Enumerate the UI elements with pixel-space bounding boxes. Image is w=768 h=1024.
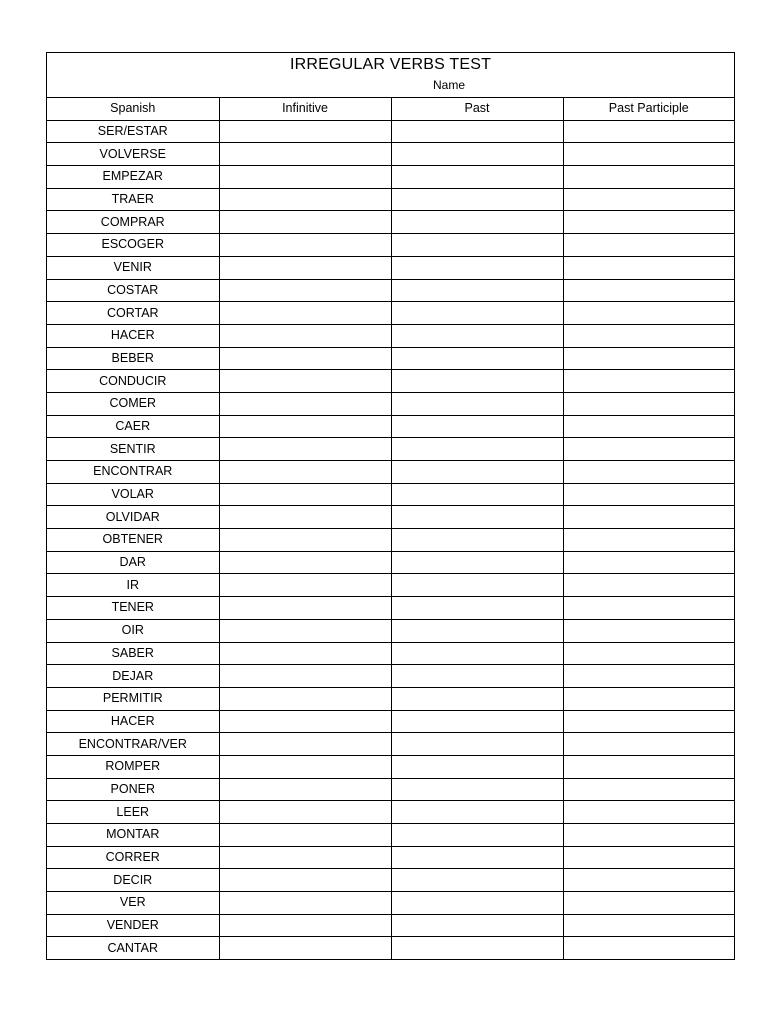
- past-answer-cell[interactable]: [391, 234, 563, 257]
- infinitive-answer-cell[interactable]: [219, 914, 391, 937]
- spanish-verb-cell: HACER: [47, 710, 219, 733]
- table-row: [47, 687, 734, 710]
- table-row: [47, 892, 734, 915]
- past-participle-answer-cell[interactable]: [563, 415, 734, 438]
- past-participle-answer-cell[interactable]: [563, 755, 734, 778]
- spanish-verb-cell: CONDUCIR: [47, 370, 219, 393]
- header-block: [47, 53, 734, 98]
- past-participle-answer-cell[interactable]: [563, 869, 734, 892]
- past-answer-cell[interactable]: [391, 687, 563, 710]
- past-participle-answer-cell[interactable]: [563, 801, 734, 824]
- table-row: [47, 755, 734, 778]
- infinitive-answer-cell[interactable]: [219, 665, 391, 688]
- table-row: [47, 937, 734, 959]
- past-answer-cell[interactable]: [391, 392, 563, 415]
- spanish-verb-cell: LEER: [47, 801, 219, 824]
- infinitive-answer-cell[interactable]: [219, 529, 391, 552]
- past-participle-answer-cell[interactable]: [563, 234, 734, 257]
- infinitive-answer-cell[interactable]: [219, 279, 391, 302]
- table-row: [47, 461, 734, 484]
- spanish-verb-cell: COSTAR: [47, 279, 219, 302]
- spanish-verb-cell: COMER: [47, 392, 219, 415]
- past-participle-answer-cell[interactable]: [563, 483, 734, 506]
- past-answer-cell[interactable]: [391, 551, 563, 574]
- infinitive-answer-cell[interactable]: [219, 687, 391, 710]
- spanish-verb-cell: CORTAR: [47, 302, 219, 325]
- table-row: [47, 324, 734, 347]
- past-answer-cell[interactable]: [391, 324, 563, 347]
- past-participle-answer-cell[interactable]: [563, 347, 734, 370]
- past-answer-cell[interactable]: [391, 846, 563, 869]
- infinitive-answer-cell[interactable]: [219, 937, 391, 959]
- infinitive-answer-cell[interactable]: [219, 846, 391, 869]
- past-answer-cell[interactable]: [391, 506, 563, 529]
- past-participle-answer-cell[interactable]: [563, 188, 734, 211]
- spanish-verb-cell: PERMITIR: [47, 687, 219, 710]
- spanish-verb-cell: CORRER: [47, 846, 219, 869]
- past-answer-cell[interactable]: [391, 438, 563, 461]
- table-row: [47, 347, 734, 370]
- table-row: [47, 574, 734, 597]
- past-participle-answer-cell[interactable]: [563, 824, 734, 847]
- spanish-verb-cell: ROMPER: [47, 755, 219, 778]
- table-row: [47, 619, 734, 642]
- past-answer-cell[interactable]: [391, 937, 563, 959]
- column-header-infinitive: Infinitive: [219, 98, 391, 120]
- past-answer-cell[interactable]: [391, 256, 563, 279]
- past-participle-answer-cell[interactable]: [563, 438, 734, 461]
- infinitive-answer-cell[interactable]: [219, 302, 391, 325]
- infinitive-answer-cell[interactable]: [219, 461, 391, 484]
- past-participle-answer-cell[interactable]: [563, 733, 734, 756]
- table-row: [47, 211, 734, 234]
- past-answer-cell[interactable]: [391, 733, 563, 756]
- spanish-verb-cell: DECIR: [47, 869, 219, 892]
- past-answer-cell[interactable]: [391, 597, 563, 620]
- infinitive-answer-cell[interactable]: [219, 642, 391, 665]
- table-row: [47, 642, 734, 665]
- table-row: [47, 846, 734, 869]
- past-answer-cell[interactable]: [391, 347, 563, 370]
- spanish-verb-cell: OLVIDAR: [47, 506, 219, 529]
- spanish-verb-cell: OIR: [47, 619, 219, 642]
- infinitive-answer-cell[interactable]: [219, 506, 391, 529]
- infinitive-answer-cell[interactable]: [219, 710, 391, 733]
- past-participle-answer-cell[interactable]: [563, 574, 734, 597]
- past-answer-cell[interactable]: [391, 642, 563, 665]
- spanish-verb-cell: HACER: [47, 324, 219, 347]
- past-participle-answer-cell[interactable]: [563, 710, 734, 733]
- table-row: [47, 665, 734, 688]
- past-participle-answer-cell[interactable]: [563, 324, 734, 347]
- past-answer-cell[interactable]: [391, 665, 563, 688]
- column-header-row: [47, 98, 734, 120]
- table-row: [47, 733, 734, 756]
- spanish-verb-cell: BEBER: [47, 347, 219, 370]
- table-row: [47, 529, 734, 552]
- past-participle-answer-cell[interactable]: [563, 370, 734, 393]
- name-label: Name: [433, 78, 466, 92]
- spanish-verb-cell: SENTIR: [47, 438, 219, 461]
- past-answer-cell[interactable]: [391, 415, 563, 438]
- table-row: [47, 551, 734, 574]
- past-participle-answer-cell[interactable]: [563, 529, 734, 552]
- table-row: [47, 483, 734, 506]
- spanish-verb-cell: DEJAR: [47, 665, 219, 688]
- past-answer-cell[interactable]: [391, 619, 563, 642]
- table-row: [47, 710, 734, 733]
- past-answer-cell[interactable]: [391, 483, 563, 506]
- infinitive-answer-cell[interactable]: [219, 733, 391, 756]
- infinitive-answer-cell[interactable]: [219, 234, 391, 257]
- past-answer-cell[interactable]: [391, 188, 563, 211]
- infinitive-answer-cell[interactable]: [219, 574, 391, 597]
- infinitive-answer-cell[interactable]: [219, 392, 391, 415]
- past-participle-answer-cell[interactable]: [563, 166, 734, 189]
- past-participle-answer-cell[interactable]: [563, 551, 734, 574]
- table-row: [47, 279, 734, 302]
- table-row: [47, 415, 734, 438]
- infinitive-answer-cell[interactable]: [219, 597, 391, 620]
- past-answer-cell[interactable]: [391, 801, 563, 824]
- table-row: [47, 120, 734, 143]
- past-answer-cell[interactable]: [391, 370, 563, 393]
- past-participle-answer-cell[interactable]: [563, 120, 734, 143]
- column-header-spanish: Spanish: [47, 98, 219, 120]
- table-row: [47, 824, 734, 847]
- past-answer-cell[interactable]: [391, 143, 563, 166]
- infinitive-answer-cell[interactable]: [219, 166, 391, 189]
- table-row: [47, 392, 734, 415]
- table-row: [47, 188, 734, 211]
- table-row: [47, 234, 734, 257]
- past-participle-answer-cell[interactable]: [563, 279, 734, 302]
- infinitive-answer-cell[interactable]: [219, 324, 391, 347]
- past-answer-cell[interactable]: [391, 914, 563, 937]
- past-participle-answer-cell[interactable]: [563, 687, 734, 710]
- verbs-test-sheet: [46, 52, 735, 960]
- spanish-verb-cell: SER/ESTAR: [47, 120, 219, 143]
- past-answer-cell[interactable]: [391, 824, 563, 847]
- infinitive-answer-cell[interactable]: [219, 120, 391, 143]
- infinitive-answer-cell[interactable]: [219, 211, 391, 234]
- spanish-verb-cell: ESCOGER: [47, 234, 219, 257]
- past-answer-cell[interactable]: [391, 166, 563, 189]
- past-participle-answer-cell[interactable]: [563, 642, 734, 665]
- infinitive-answer-cell[interactable]: [219, 824, 391, 847]
- spanish-verb-cell: DAR: [47, 551, 219, 574]
- past-participle-answer-cell[interactable]: [563, 597, 734, 620]
- spanish-verb-cell: COMPRAR: [47, 211, 219, 234]
- past-participle-answer-cell[interactable]: [563, 506, 734, 529]
- infinitive-answer-cell[interactable]: [219, 778, 391, 801]
- past-answer-cell[interactable]: [391, 710, 563, 733]
- infinitive-answer-cell[interactable]: [219, 370, 391, 393]
- spanish-verb-cell: IR: [47, 574, 219, 597]
- past-answer-cell[interactable]: [391, 778, 563, 801]
- infinitive-answer-cell[interactable]: [219, 892, 391, 915]
- past-answer-cell[interactable]: [391, 461, 563, 484]
- table-row: [47, 597, 734, 620]
- past-participle-answer-cell[interactable]: [563, 256, 734, 279]
- spanish-verb-cell: VENIR: [47, 256, 219, 279]
- past-participle-answer-cell[interactable]: [563, 302, 734, 325]
- infinitive-answer-cell[interactable]: [219, 619, 391, 642]
- table-row: [47, 370, 734, 393]
- infinitive-answer-cell[interactable]: [219, 438, 391, 461]
- past-participle-answer-cell[interactable]: [563, 665, 734, 688]
- infinitive-answer-cell[interactable]: [219, 188, 391, 211]
- test-title: IRREGULAR VERBS TEST: [289, 56, 492, 73]
- past-answer-cell[interactable]: [391, 302, 563, 325]
- table-row: [47, 256, 734, 279]
- past-answer-cell[interactable]: [391, 574, 563, 597]
- spanish-verb-cell: VOLAR: [47, 483, 219, 506]
- table-row: [47, 914, 734, 937]
- past-answer-cell[interactable]: [391, 120, 563, 143]
- spanish-verb-cell: PONER: [47, 778, 219, 801]
- column-header-past-participle: Past Participle: [563, 98, 734, 120]
- spanish-verb-cell: TENER: [47, 597, 219, 620]
- infinitive-answer-cell[interactable]: [219, 551, 391, 574]
- spanish-verb-cell: VER: [47, 892, 219, 915]
- table-row: [47, 778, 734, 801]
- spanish-verb-cell: CANTAR: [47, 937, 219, 959]
- infinitive-answer-cell[interactable]: [219, 755, 391, 778]
- infinitive-answer-cell[interactable]: [219, 869, 391, 892]
- table-row: [47, 143, 734, 166]
- spanish-verb-cell: VOLVERSE: [47, 143, 219, 166]
- past-participle-answer-cell[interactable]: [563, 619, 734, 642]
- past-participle-answer-cell[interactable]: [563, 143, 734, 166]
- spanish-verb-cell: EMPEZAR: [47, 166, 219, 189]
- past-participle-answer-cell[interactable]: [563, 846, 734, 869]
- table-row: [47, 801, 734, 824]
- spanish-verb-cell: CAER: [47, 415, 219, 438]
- verb-rows: [47, 120, 734, 959]
- past-participle-answer-cell[interactable]: [563, 461, 734, 484]
- spanish-verb-cell: SABER: [47, 642, 219, 665]
- verbs-table: [47, 98, 734, 959]
- past-answer-cell[interactable]: [391, 529, 563, 552]
- past-participle-answer-cell[interactable]: [563, 392, 734, 415]
- spanish-verb-cell: MONTAR: [47, 824, 219, 847]
- spanish-verb-cell: ENCONTRAR: [47, 461, 219, 484]
- past-participle-answer-cell[interactable]: [563, 778, 734, 801]
- past-participle-answer-cell[interactable]: [563, 937, 734, 959]
- infinitive-answer-cell[interactable]: [219, 801, 391, 824]
- past-answer-cell[interactable]: [391, 869, 563, 892]
- past-participle-answer-cell[interactable]: [563, 211, 734, 234]
- table-row: [47, 302, 734, 325]
- table-row: [47, 869, 734, 892]
- past-participle-answer-cell[interactable]: [563, 892, 734, 915]
- past-answer-cell[interactable]: [391, 892, 563, 915]
- past-answer-cell[interactable]: [391, 211, 563, 234]
- table-row: [47, 506, 734, 529]
- column-header-past: Past: [391, 98, 563, 120]
- table-row: [47, 166, 734, 189]
- spanish-verb-cell: OBTENER: [47, 529, 219, 552]
- past-answer-cell[interactable]: [391, 279, 563, 302]
- infinitive-answer-cell[interactable]: [219, 483, 391, 506]
- table-row: [47, 438, 734, 461]
- spanish-verb-cell: VENDER: [47, 914, 219, 937]
- past-answer-cell[interactable]: [391, 755, 563, 778]
- spanish-verb-cell: TRAER: [47, 188, 219, 211]
- spanish-verb-cell: ENCONTRAR/VER: [47, 733, 219, 756]
- infinitive-answer-cell[interactable]: [219, 415, 391, 438]
- infinitive-answer-cell[interactable]: [219, 256, 391, 279]
- past-participle-answer-cell[interactable]: [563, 914, 734, 937]
- infinitive-answer-cell[interactable]: [219, 347, 391, 370]
- infinitive-answer-cell[interactable]: [219, 143, 391, 166]
